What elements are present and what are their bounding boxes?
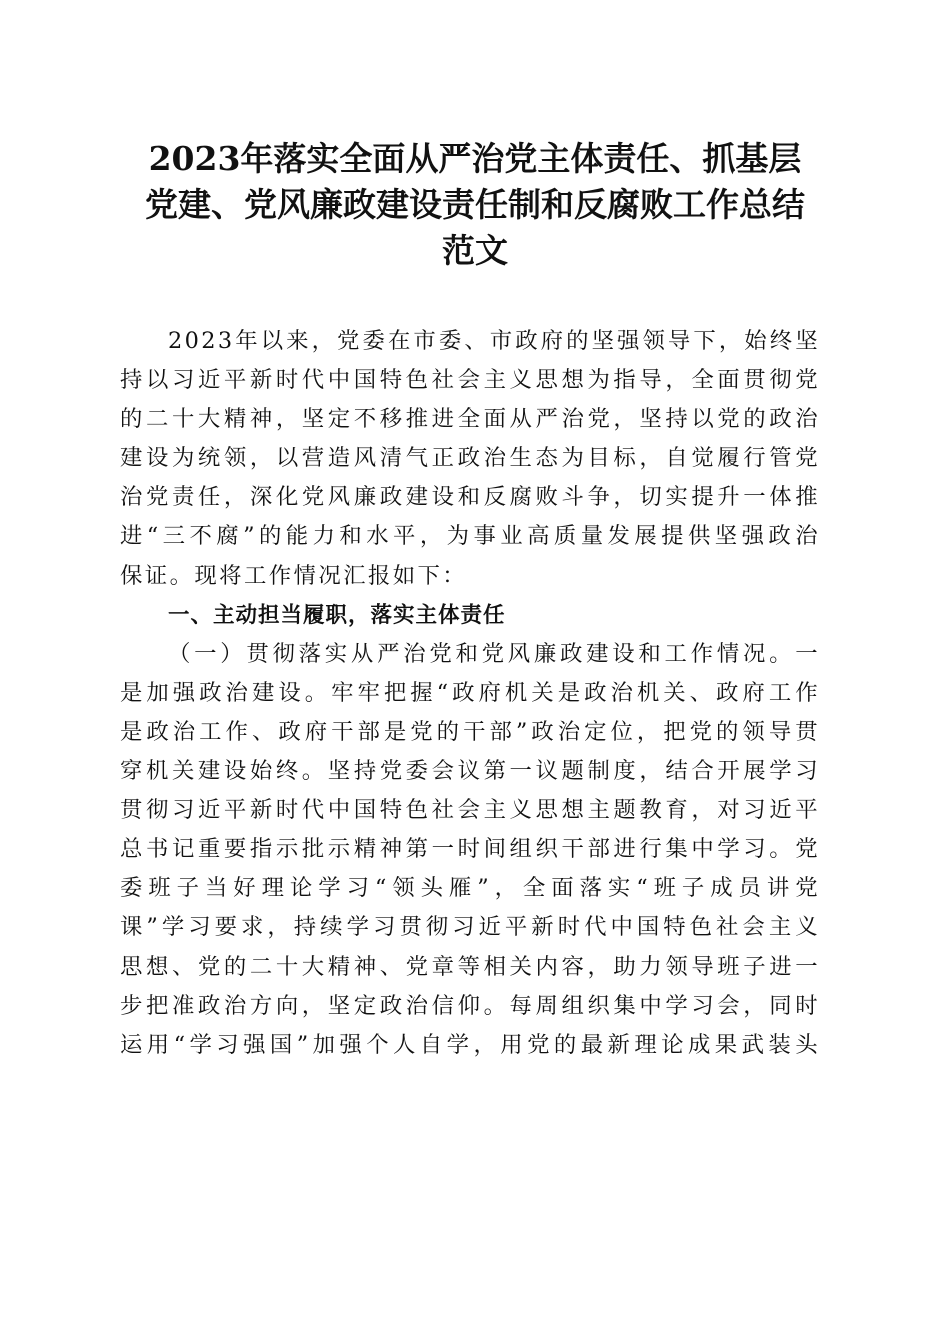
paragraph-line: 治党责任，深化党风廉政建设和反腐败斗争，切实提升一体推 xyxy=(120,484,820,511)
paragraph-line: 保证。现将工作情况汇报如下： xyxy=(120,562,468,589)
paragraph-line: 进“三不腐”的能力和水平，为事业高质量发展提供坚强政治 xyxy=(120,523,820,550)
paragraph-line: （一）贯彻落实从严治党和党风廉政建设和工作情况。一 xyxy=(168,640,820,667)
title-line: 2023年落实全面从严治党主体责任、抓基层 xyxy=(148,139,802,178)
title-line: 党建、党风廉政建设责任制和反腐败工作总结 xyxy=(145,185,805,224)
paragraph-line: 是加强政治建设。牢牢把握“政府机关是政治机关、政府工作 xyxy=(120,679,820,706)
paragraph-line: 是政治工作、政府干部是党的干部”政治定位，把党的领导贯 xyxy=(120,718,820,745)
document-title xyxy=(100,136,850,274)
paragraph-line: 建设为统领，以营造风清气正政治生态为目标，自觉履行管党 xyxy=(120,445,820,472)
intro-paragraph xyxy=(120,322,820,596)
paragraph-line: 运用“学习强国”加强个人自学，用党的最新理论成果武装头 xyxy=(120,1031,820,1058)
section-paragraph xyxy=(120,635,820,1065)
paragraph-line: 2023年以来，党委在市委、市政府的坚强领导下，始终坚 xyxy=(168,328,820,354)
paragraph-line: 贯彻习近平新时代中国特色社会主义思想主题教育，对习近平 xyxy=(120,797,820,824)
paragraph-line: 的二十大精神，坚定不移推进全面从严治党，坚持以党的政治 xyxy=(120,406,820,433)
paragraph-line: 课”学习要求，持续学习贯彻习近平新时代中国特色社会主义 xyxy=(120,914,820,941)
paragraph-line: 思想、党的二十大精神、党章等相关内容，助力领导班子进一 xyxy=(120,953,820,980)
document-body xyxy=(120,322,820,1065)
paragraph-line: 委班子当好理论学习“领头雁”，全面落实“班子成员讲党 xyxy=(120,875,820,902)
section-heading: 一、主动担当履职，落实主体责任 xyxy=(168,602,506,628)
paragraph-line: 持以习近平新时代中国特色社会主义思想为指导，全面贯彻党 xyxy=(120,367,820,394)
paragraph-line: 步把准政治方向，坚定政治信仰。每周组织集中学习会，同时 xyxy=(120,992,820,1019)
title-line: 范文 xyxy=(442,231,508,270)
paragraph-line: 穿机关建设始终。坚持党委会议第一议题制度，结合开展学习 xyxy=(120,758,820,785)
paragraph-line: 总书记重要指示批示精神第一时间组织干部进行集中学习。党 xyxy=(120,836,820,863)
